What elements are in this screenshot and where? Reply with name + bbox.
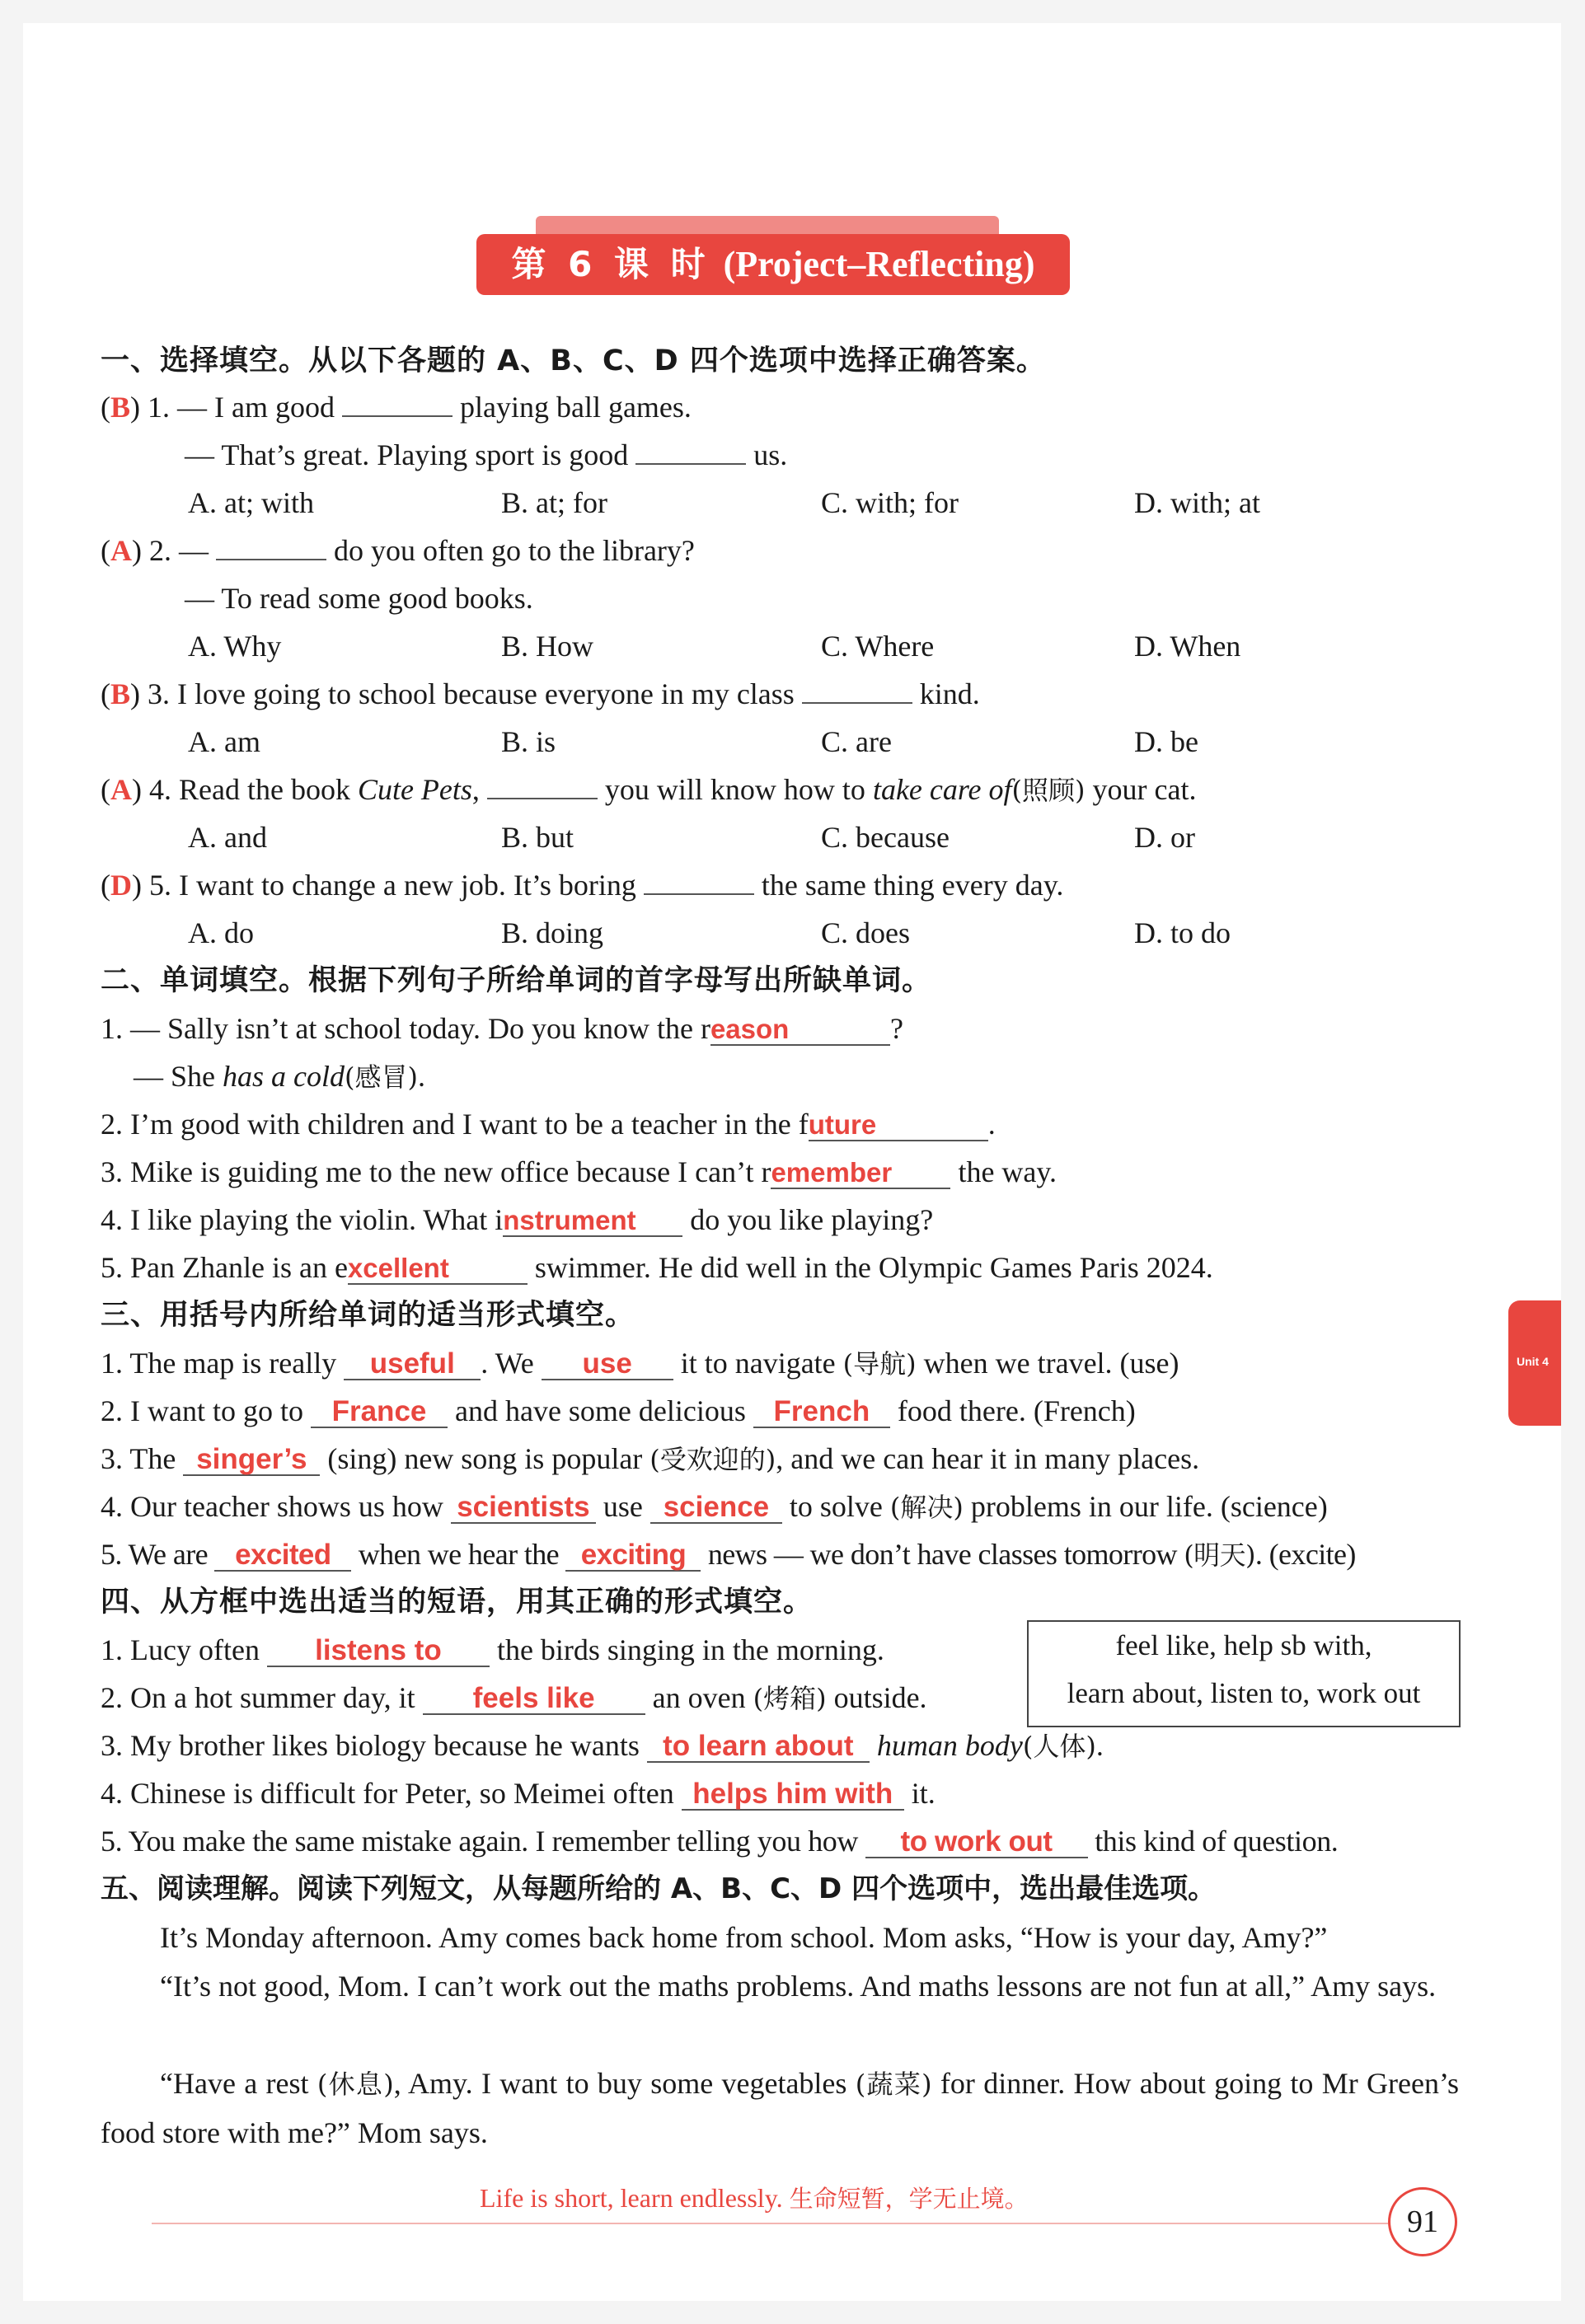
s3-l5-text-d: . (excite) — [1254, 1538, 1356, 1571]
lesson-title-en: (Project–Reflecting) — [723, 244, 1035, 284]
s3-l5-answer2: exciting — [565, 1540, 701, 1572]
phrase-box — [1027, 1620, 1461, 1727]
s4-l2-text-b: an oven — [645, 1681, 753, 1714]
s1-q1-option-c: C. with; for — [821, 486, 959, 519]
footer-divider — [152, 2223, 1388, 2224]
s1-q4-text-c: you will know how to — [597, 773, 873, 806]
p3-text-a: “Have a rest — [160, 2067, 317, 2100]
s1-q1-text-d: us. — [746, 438, 788, 471]
s3-l1-text-d: when we travel. (use) — [916, 1347, 1179, 1380]
s2-l5-text-a: 5. Pan Zhanle is an e — [101, 1251, 348, 1284]
s3-l3-text-b: (sing) new song is popular — [320, 1442, 650, 1475]
s1-q5-line1: (D) 5. I want to change a new job. It’s boring the same thing every day. — [101, 869, 1064, 902]
s2-l3-text-a: 3. Mike is guiding me to the new office because I can’t r — [101, 1155, 771, 1188]
s1-q4-book-title: Cute Pets — [357, 773, 472, 806]
p3-text-b: , Amy. I want to buy some vegetables — [393, 2067, 856, 2100]
answer-blank — [487, 773, 598, 799]
s1-q5-option-a: A. do — [188, 916, 254, 949]
s4-l1-answer: listens to — [267, 1636, 490, 1667]
s1-q4-option-b: B. but — [501, 821, 574, 854]
s1-q2-text-a: ) 2. — — [132, 534, 216, 567]
s3-l4-text-b: use — [595, 1490, 650, 1523]
s1-q3-line1: (B) 3. I love going to school because everyone in my class kind. — [101, 677, 980, 710]
s1-q5-option-c: C. does — [821, 916, 910, 949]
s2-line1 — [101, 1010, 903, 1047]
s1-q2-option-b: B. How — [501, 630, 594, 663]
s3-l4-gloss: (解决) — [889, 1492, 964, 1523]
section2-heading: 二、单词填空。根据下列句子所给单词的首字母写出所缺单词。 — [101, 964, 932, 997]
s2-l1-answer: eason — [710, 1014, 890, 1046]
s4-l1-text-a: 1. Lucy often — [101, 1633, 267, 1666]
s3-l5-text-b: when we hear the — [351, 1538, 566, 1571]
reading-paragraph-3 — [101, 2059, 1459, 2158]
answer-blank — [635, 438, 746, 465]
s1-q1-option-a: A. at; with — [188, 486, 314, 519]
s1-q3-answer: B — [110, 677, 131, 710]
s2-l1b-gloss: (感冒) — [345, 1061, 418, 1093]
s1-q4-option-c: C. because — [821, 821, 950, 854]
s2-l1-text-b: ? — [889, 1012, 903, 1045]
s1-q5-option-d: D. to do — [1134, 916, 1231, 949]
lesson-title-cn: 第 6 课 时 — [511, 244, 710, 284]
phrase-box-line1: feel like, help sb with, — [1115, 1629, 1372, 1661]
s4-line4 — [101, 1775, 936, 1811]
s1-q4-gloss: (照顾) — [1011, 775, 1086, 806]
unit-tab-label: Unit 4 — [1517, 1355, 1549, 1368]
s4-l3-gloss: (人体) — [1022, 1731, 1096, 1762]
p3-text-c: for dinner. How about going to Mr Green’s food store with me?” Mom says. — [101, 2067, 1459, 2149]
s3-line3 — [101, 1441, 1199, 1478]
s3-l1-text-c: it to navigate — [673, 1347, 843, 1380]
s2-line4 — [101, 1202, 933, 1238]
s1-q5-option-b: B. doing — [501, 916, 604, 949]
footer-motto-cn: 生命短暂，学无止境。 — [789, 2185, 1029, 2213]
reading-paragraph-2: “It’s not good, Mom. I can’t work out the maths problems. And maths lessons are not fun at all,” Amy says. — [160, 1970, 1437, 2003]
s1-q2-line2: — To read some good books. — [185, 582, 533, 615]
s3-l3-text-c: , and we can hear it in many places. — [776, 1442, 1200, 1475]
s3-l2-text-b: and have some delicious — [447, 1394, 753, 1427]
phrase-box-line2: learn about, listen to, work out — [1067, 1677, 1421, 1709]
s3-l1-text-b: . We — [481, 1347, 542, 1380]
s3-l2-answer2: French — [753, 1397, 890, 1428]
s3-l2-answer1: France — [311, 1397, 448, 1428]
footer-motto-en: Life is short, learn endlessly. — [480, 2183, 790, 2213]
s1-q2-option-a: A. Why — [188, 630, 282, 663]
s3-l5-text-c: news — we don’t have classes tomorrow — [701, 1538, 1184, 1571]
s1-q1-text-a: ) 1. — I am good — [130, 391, 342, 424]
s3-l5-gloss: (明天) — [1184, 1539, 1255, 1571]
lesson-title — [476, 234, 1070, 295]
s3-line1 — [101, 1345, 1179, 1382]
s3-l5-answer1: excited — [214, 1540, 351, 1572]
s2-l2-text-b: . — [987, 1108, 996, 1141]
s2-l1-text-a: 1. — Sally isn’t at school today. Do you know the r — [101, 1012, 710, 1045]
answer-blank — [216, 534, 326, 560]
s3-l4-text-a: 4. Our teacher shows us how — [101, 1490, 451, 1523]
s2-l4-text-b: do you like playing? — [682, 1203, 934, 1236]
s4-l3-answer: to learn about — [647, 1731, 870, 1763]
s3-l4-answer1: scientists — [451, 1492, 596, 1524]
s3-l2-text-c: food there. (French) — [889, 1394, 1136, 1427]
s1-q3-option-a: A. am — [188, 725, 260, 758]
s1-q1-option-b: B. at; for — [501, 486, 607, 519]
s1-q3-option-d: D. be — [1134, 725, 1198, 758]
s2-l1b-text-b: . — [417, 1060, 425, 1093]
s2-line2 — [101, 1106, 996, 1142]
s1-q1-text-c: — That’s great. Playing sport is good — [185, 438, 636, 471]
s1-q2-option-c: C. Where — [821, 630, 935, 663]
section4-heading: 四、从方框中选出适当的短语，用其正确的形式填空。 — [101, 1586, 814, 1619]
page-number: 91 — [1388, 2187, 1457, 2256]
s3-l4-text-c: to solve — [781, 1490, 890, 1523]
s2-l1b-text-a: — She — [134, 1060, 223, 1093]
s3-l4-text-d: problems in our life. (science) — [963, 1490, 1328, 1523]
s2-l1b-italic: has a cold — [223, 1060, 345, 1093]
s4-line2 — [101, 1680, 927, 1717]
reading-paragraph-1: It’s Monday afternoon. Amy comes back home from school. Mom asks, “How is your day, Amy?” — [160, 1921, 1328, 1954]
s3-l3-gloss: (受欢迎的) — [649, 1444, 776, 1475]
s2-l2-text-a: 2. I’m good with children and I want to be a teacher in the f — [101, 1108, 809, 1141]
s1-q3-text-b: kind. — [912, 677, 980, 710]
s3-line5 — [101, 1536, 1356, 1573]
s1-q4-option-d: D. or — [1134, 821, 1195, 854]
section3-heading: 三、用括号内所给单词的适当形式填空。 — [101, 1299, 635, 1332]
s1-q2-text-b: do you often go to the library? — [326, 534, 695, 567]
s3-l2-text-a: 2. I want to go to — [101, 1394, 311, 1427]
s1-q4-option-a: A. and — [188, 821, 267, 854]
unit-side-tab — [1508, 1300, 1561, 1426]
s4-l3-italic: human body — [876, 1729, 1023, 1762]
s3-l5-text-a: 5. We are — [101, 1538, 215, 1571]
s3-l3-answer1: singer’s — [183, 1445, 320, 1476]
s1-q2-line1: (A) 2. — do you often go to the library? — [101, 534, 695, 567]
s1-q4-text-d: your cat. — [1085, 773, 1197, 806]
section1-heading: 一、选择填空。从以下各题的 A、B、C、D 四个选项中选择正确答案。 — [101, 344, 1046, 377]
p3-gloss-2: (蔬菜) — [855, 2069, 932, 2100]
s4-l2-text-c: outside. — [826, 1681, 927, 1714]
s2-l5-text-b: swimmer. He did well in the Olympic Games Paris 2024. — [527, 1251, 1213, 1284]
s4-line3 — [101, 1727, 1104, 1764]
s4-l5-text-a: 5. You make the same mistake again. I remember telling you how — [101, 1825, 865, 1858]
s3-l3-text-a: 3. The — [101, 1442, 184, 1475]
s1-q1-line1: (B) 1. — I am good playing ball games. — [101, 391, 692, 424]
s1-q4-line1: (A) 4. Read the book Cute Pets, you will know how to take care of(照顾) your cat. — [101, 773, 1197, 806]
s1-q5-text-a: ) 5. I want to change a new job. It’s boring — [132, 869, 644, 902]
s2-line5 — [101, 1249, 1213, 1286]
s3-l1-answer2: use — [542, 1349, 673, 1380]
s4-line5 — [101, 1823, 1338, 1859]
s3-l1-answer1: useful — [344, 1349, 481, 1380]
footer-motto — [480, 2181, 1029, 2214]
s4-l4-text-b: it. — [903, 1777, 936, 1810]
s4-l5-text-b: this kind of question. — [1087, 1825, 1339, 1858]
s3-l1-text-a: 1. The map is really — [101, 1347, 345, 1380]
lesson-title-banner — [476, 216, 1070, 297]
s3-line2 — [101, 1393, 1136, 1429]
s1-q4-answer: A — [110, 773, 132, 806]
section5-heading: 五、阅读理解。阅读下列短文，从每题所给的 A、B、C、D 四个选项中，选出最佳选项。 — [101, 1872, 1217, 1905]
s3-l1-gloss: (导航) — [842, 1348, 917, 1380]
s1-q2-option-d: D. When — [1134, 630, 1241, 663]
s4-l4-text-a: 4. Chinese is difficult for Peter, so Meimei often — [101, 1777, 682, 1810]
s4-l2-text-a: 2. On a hot summer day, it — [101, 1681, 423, 1714]
s3-l4-answer2: science — [650, 1492, 782, 1524]
s1-q3-option-b: B. is — [501, 725, 556, 758]
s2-line3 — [101, 1154, 1057, 1190]
s2-l4-answer: nstrument — [503, 1206, 682, 1237]
s1-q4-text-a: ) 4. Read the book — [132, 773, 358, 806]
answer-blank — [644, 869, 754, 895]
s1-q3-text-a: ) 3. I love going to school because everyone in my class — [130, 677, 802, 710]
s4-line1 — [101, 1632, 884, 1668]
s4-l1-text-b: the birds singing in the morning. — [489, 1633, 884, 1666]
s4-l3-text-b: . — [1095, 1729, 1104, 1762]
answer-blank — [342, 391, 453, 417]
s1-q1-line2 — [185, 437, 787, 473]
s2-l2-answer: uture — [809, 1110, 988, 1141]
s1-q5-text-b: the same thing every day. — [753, 869, 1064, 902]
s1-q4-phrase: take care of — [872, 773, 1012, 806]
s2-l4-text-a: 4. I like playing the violin. What i — [101, 1203, 504, 1236]
s1-q3-option-c: C. are — [821, 725, 892, 758]
s1-q1-option-d: D. with; at — [1134, 486, 1260, 519]
s3-line4 — [101, 1488, 1328, 1525]
s4-l3-text-a: 3. My brother likes biology because he wants — [101, 1729, 647, 1762]
s2-l3-answer: emember — [771, 1158, 950, 1189]
s1-q1-answer: B — [110, 391, 131, 424]
p3-gloss-1: (休息) — [317, 2069, 394, 2100]
s4-l2-answer: feels like — [423, 1684, 645, 1715]
s1-q5-answer: D — [110, 869, 132, 902]
s1-q2-answer: A — [110, 534, 132, 567]
s4-l2-gloss: (烤箱) — [753, 1683, 827, 1714]
answer-blank — [802, 677, 912, 704]
s2-line1b — [134, 1058, 425, 1095]
s2-l5-answer: xcellent — [348, 1253, 528, 1285]
s2-l3-text-b: the way. — [950, 1155, 1057, 1188]
s1-q1-text-b: playing ball games. — [452, 391, 692, 424]
s1-q4-text-b: , — [471, 773, 487, 806]
s4-l5-answer: to work out — [865, 1827, 1088, 1858]
s4-l4-answer: helps him with — [682, 1779, 904, 1811]
